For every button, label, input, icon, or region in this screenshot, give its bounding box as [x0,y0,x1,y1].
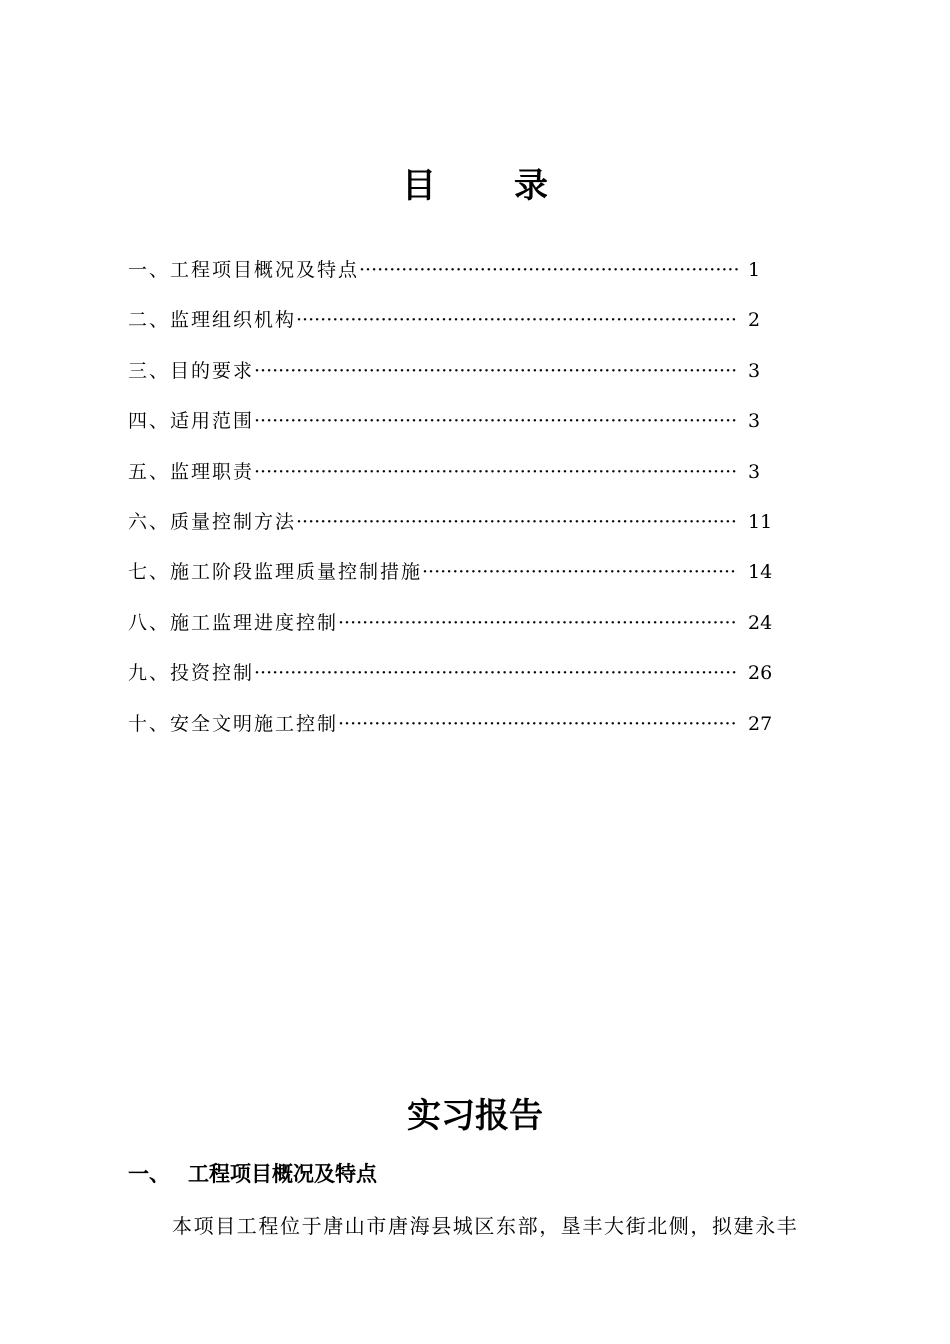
toc-entry-label: 八、施工监理进度控制 [128,611,339,634]
toc-entry-label: 三、目的要求 [128,359,255,382]
toc-entry-label: 四、适用范围 [128,410,255,433]
toc-leader-dots [296,506,738,538]
section-number: 一、 [128,1162,170,1186]
toc-leader-dots [254,355,738,387]
toc-entry-label: 九、投资控制 [128,662,255,685]
toc-entry[interactable] [128,708,788,758]
toc-entry-page: 24 [748,611,773,634]
toc-leader-dots [254,405,738,437]
toc-entry-page: 14 [748,561,773,584]
toc-entry-label: 七、施工阶段监理质量控制措施 [128,561,423,584]
toc-entry-label: 五、监理职责 [128,460,255,483]
toc-leader-dots [422,556,738,588]
section-heading-text: 工程项目概况及特点 [188,1162,377,1186]
toc-leader-dots [254,657,738,689]
toc-leader-dots [359,254,738,286]
toc-entry-page: 1 [748,259,761,281]
toc-leader-dots [254,456,738,488]
toc-entry-page: 11 [748,510,773,533]
toc-title-left: 目 [402,166,436,206]
toc-entry[interactable] [128,355,788,405]
toc-entry-page: 3 [748,359,761,382]
toc-entry[interactable] [128,657,788,707]
toc-title [0,158,950,207]
toc-leader-dots [296,304,738,336]
toc-entry-page: 3 [748,460,761,483]
toc-entry-label: 十、安全文明施工控制 [128,712,339,735]
toc-entry-page: 27 [748,712,773,735]
table-of-contents [128,254,788,758]
report-title: 实习报告 [407,1096,543,1136]
toc-leader-dots [338,607,738,639]
toc-entry[interactable] [128,506,788,556]
toc-leader-dots [338,708,738,740]
toc-title-right: 录 [514,166,548,206]
toc-entry-page: 2 [748,309,761,332]
toc-entry[interactable] [128,304,788,354]
toc-entry-page: 26 [748,662,773,685]
toc-entry-page: 3 [748,410,761,433]
toc-entry[interactable] [128,254,788,304]
toc-entry-label: 一、工程项目概况及特点 [128,259,360,281]
toc-entry[interactable] [128,607,788,657]
toc-entry-label: 六、质量控制方法 [128,510,297,533]
section-paragraph: 本项目工程位于唐山市唐海县城区东部，垦丰大街北侧，拟建永丰 [172,1214,799,1238]
toc-entry[interactable] [128,456,788,506]
toc-entry-label: 二、监理组织机构 [128,309,297,332]
toc-entry[interactable] [128,556,788,606]
section-heading [128,1158,377,1188]
toc-entry[interactable] [128,405,788,455]
